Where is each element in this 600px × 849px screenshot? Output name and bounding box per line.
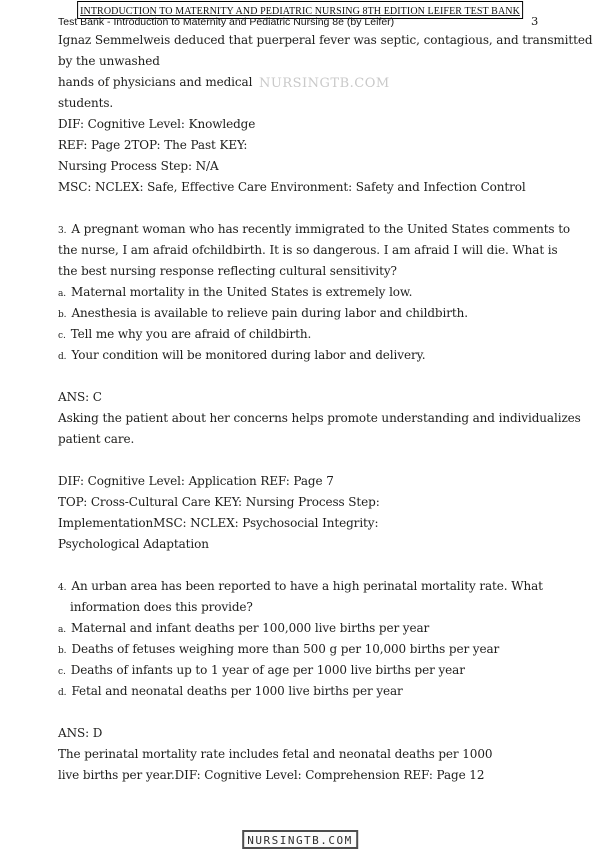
q3-option-row [58, 303, 580, 324]
q4-stem-text: An urban area has been reported to have a high perinatal mortality rate. What [71, 579, 543, 593]
q4-option-row [58, 639, 580, 660]
q2-meta-line: Nursing Process Step: N/A [58, 159, 219, 173]
q3-option-row [58, 282, 580, 303]
q2-rationale-line: students. [58, 96, 114, 110]
q4-option-text: Deaths of infants up to 1 year of age per 1000 live births per year [70, 663, 465, 677]
q4-option-label: d. [58, 688, 67, 698]
q4-option-row [58, 660, 580, 681]
q4-option-label: b. [58, 646, 67, 656]
q4-answer: ANS: D [58, 726, 103, 740]
q3-option-label: d. [58, 352, 67, 362]
q2-rationale-line: hands of physicians and medical [58, 75, 253, 89]
q2-meta-line: REF: Page 2TOP: The Past KEY: [58, 138, 248, 152]
q3-option-row [58, 324, 580, 345]
q3-meta-line: Psychological Adaptation [58, 537, 209, 551]
q2-rationale-line: by the unwashed [58, 54, 160, 68]
q3-option-text: Anesthesia is available to relieve pain during labor and childbirth. [71, 306, 468, 320]
q3-stem-line: the nurse, I am afraid ofchildbirth. It is so dangerous. I am afraid I will die. What is [58, 243, 558, 257]
q3-rationale-line: patient care. [58, 432, 135, 446]
q4-stem-line [58, 576, 580, 597]
q3-meta-line: DIF: Cognitive Level: Application REF: Page 7 [58, 474, 334, 488]
q4-option-row [58, 681, 580, 702]
blank-line [58, 450, 580, 471]
header-banner-title: INTRODUCTION TO MATERNITY AND PEDIATRIC NURSING 8TH EDITION LEIFER TEST BANK [80, 6, 520, 17]
q3-meta-line: ImplementationMSC: NCLEX: Psychosocial Integrity: [58, 516, 379, 530]
blank-line [58, 702, 580, 723]
q3-meta-line: TOP: Cross-Cultural Care KEY: Nursing Process Step: [58, 495, 380, 509]
footer-watermark-text: NURSINGTB.COM [247, 834, 353, 847]
q3-option-text: Maternal mortality in the United States is extremely low. [71, 285, 413, 299]
q3-option-text: Tell me why you are afraid of childbirth. [70, 327, 312, 341]
blank-line [58, 366, 580, 387]
document-content [58, 30, 593, 786]
q2-rationale-line: Ignaz Semmelweis deduced that puerperal fever was septic, contagious, and transmitted [58, 33, 593, 47]
q4-option-text: Deaths of fetuses weighing more than 500 g per 10,000 births per year [71, 642, 500, 656]
q3-option-row [58, 345, 580, 366]
q2-meta-line: MSC: NCLEX: Safe, Effective Care Environment: Safety and Infection Control [58, 180, 526, 194]
page-number: 3 [531, 14, 539, 28]
q4-stem-line: information does this provide? [70, 600, 253, 614]
q3-option-label: b. [58, 310, 67, 320]
q4-option-row [58, 618, 580, 639]
q2-meta-line: DIF: Cognitive Level: Knowledge [58, 117, 256, 131]
q4-number: 4. [58, 583, 67, 593]
blank-line [58, 198, 580, 219]
q3-stem-line [58, 219, 580, 240]
q4-option-text: Fetal and neonatal deaths per 1000 live births per year [71, 684, 403, 698]
footer-watermark-box [242, 830, 358, 849]
q3-rationale-line: Asking the patient about her concerns helps promote understanding and individualizes [58, 411, 581, 425]
q4-option-label: c. [58, 667, 66, 677]
q3-option-label: c. [58, 331, 66, 341]
header-subtitle: Test Bank - Introduction to Maternity and Pediatric Nursing 8e (by Leifer) [58, 16, 395, 28]
q3-stem-line: the best nursing response reflecting cultural sensitivity? [58, 264, 397, 278]
watermark-text: NURSINGTB.COM [259, 76, 390, 91]
q3-answer: ANS: C [58, 390, 102, 404]
q3-number: 3. [58, 226, 67, 236]
q4-option-text: Maternal and infant deaths per 100,000 live births per year [71, 621, 430, 635]
q4-rationale-line: The perinatal mortality rate includes fetal and neonatal deaths per 1000 [58, 747, 493, 761]
q3-option-label: a. [58, 289, 67, 299]
q4-rationale-line: live births per year.DIF: Cognitive Level: Comprehension REF: Page 12 [58, 768, 485, 782]
q3-stem-text: A pregnant woman who has recently immigrated to the United States comments to [71, 222, 571, 236]
q3-option-text: Your condition will be monitored during labor and delivery. [71, 348, 426, 362]
q4-option-label: a. [58, 625, 67, 635]
blank-line [58, 555, 580, 576]
